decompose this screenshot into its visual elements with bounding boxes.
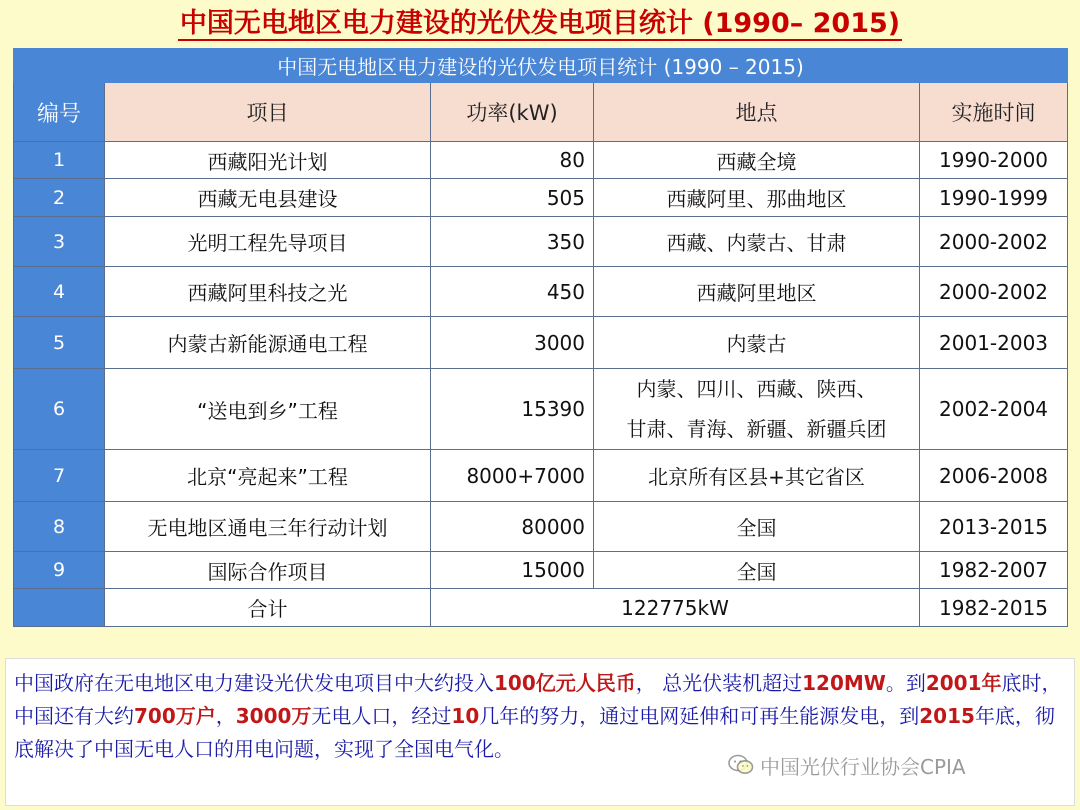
- row-power: 450: [431, 267, 594, 317]
- row-no: 1: [14, 142, 105, 179]
- note-text-segment: 年底，彻底解决了中国无电人口的用电问题，实现了全国电气化。: [14, 704, 1055, 761]
- row-location: [594, 369, 920, 450]
- note-highlight: 10: [451, 704, 480, 728]
- table-header-row: [14, 83, 1068, 142]
- row-location: 北京所有区县+其它省区: [594, 450, 920, 502]
- note-text-segment: 底时，中国还有大约: [14, 671, 1062, 728]
- row-power: 80000: [431, 502, 594, 552]
- table-row: [14, 450, 1068, 502]
- row-no: 5: [14, 317, 105, 369]
- row-no: 7: [14, 450, 105, 502]
- table-caption: 中国无电地区电力建设的光伏发电项目统计 (1990 – 2015): [14, 49, 1068, 83]
- note-text-segment: ，: [215, 704, 236, 728]
- project-table: [13, 48, 1068, 627]
- table-row: [14, 317, 1068, 369]
- row-project: 西藏阿里科技之光: [105, 267, 431, 317]
- row-location-line-2: 甘肃、青海、新疆、新疆兵团: [626, 417, 887, 441]
- row-location: 内蒙古: [594, 317, 920, 369]
- row-period: 2000-2002: [920, 267, 1068, 317]
- row-location: 西藏阿里地区: [594, 267, 920, 317]
- note-highlight: 120MW: [802, 671, 886, 695]
- header-location: 地点: [594, 83, 920, 142]
- table-row: [14, 142, 1068, 179]
- note-text-segment: 几年的努力，通过电网延伸和可再生能源发电，到: [479, 704, 920, 728]
- header-period: 实施时间: [920, 83, 1068, 142]
- note-highlight: 700万户: [134, 704, 216, 728]
- row-project: 国际合作项目: [105, 552, 431, 589]
- row-period: 1982-2007: [920, 552, 1068, 589]
- total-power: 122775kW: [431, 589, 920, 627]
- row-location-line-1: 内蒙、四川、西藏、陕西、: [636, 377, 877, 401]
- row-location: 西藏全境: [594, 142, 920, 179]
- total-label: 合计: [105, 589, 431, 627]
- row-project: 西藏阳光计划: [105, 142, 431, 179]
- table-total-row: [14, 589, 1068, 627]
- note-highlight: 2015: [919, 704, 975, 728]
- note-highlight: 100亿元人民币: [494, 671, 636, 695]
- row-location: 西藏阿里、那曲地区: [594, 179, 920, 217]
- note-text-segment: 中国政府在无电地区电力建设光伏发电项目中大约投入: [14, 671, 494, 695]
- table-row: [14, 369, 1068, 450]
- table-row: [14, 267, 1068, 317]
- watermark-text: 中国光伏行业协会CPIA: [760, 754, 966, 779]
- header-project: 项目: [105, 83, 431, 142]
- header-power: 功率(kW): [431, 83, 594, 142]
- row-project: 北京“亮起来”工程: [105, 450, 431, 502]
- table-caption-row: [14, 49, 1068, 83]
- row-power: 505: [431, 179, 594, 217]
- row-period: 2001-2003: [920, 317, 1068, 369]
- row-project: 无电地区通电三年行动计划: [105, 502, 431, 552]
- watermark: [728, 748, 1058, 782]
- row-no: 3: [14, 217, 105, 267]
- row-power: 15390: [431, 369, 594, 450]
- note-highlight: 3000万: [235, 704, 312, 728]
- row-power: 80: [431, 142, 594, 179]
- row-power: 350: [431, 217, 594, 267]
- row-period: 2000-2002: [920, 217, 1068, 267]
- row-period: 2006-2008: [920, 450, 1068, 502]
- wechat-icon: [728, 754, 754, 776]
- row-no: 2: [14, 179, 105, 217]
- total-period: 1982-2015: [920, 589, 1068, 627]
- note-text-segment: ， 总光伏装机超过: [635, 671, 803, 695]
- header-no: 编号: [14, 83, 105, 142]
- table-row: [14, 217, 1068, 267]
- note-text-segment: 无电人口，经过: [311, 704, 452, 728]
- page-title-text: 中国无电地区电力建设的光伏发电项目统计 (1990– 2015): [179, 8, 901, 39]
- row-location: 全国: [594, 502, 920, 552]
- row-project: “送电到乡”工程: [105, 369, 431, 450]
- table-row: [14, 179, 1068, 217]
- project-table-container: [13, 48, 1067, 627]
- row-period: 1990-2000: [920, 142, 1068, 179]
- note-text-segment: 。到: [885, 671, 926, 695]
- row-project: 光明工程先导项目: [105, 217, 431, 267]
- note-highlight: 2001年: [925, 671, 1002, 695]
- row-no: 8: [14, 502, 105, 552]
- total-blank-cell: [14, 589, 105, 627]
- row-no: 4: [14, 267, 105, 317]
- row-power: 8000+7000: [431, 450, 594, 502]
- row-period: 2013-2015: [920, 502, 1068, 552]
- row-no: 6: [14, 369, 105, 450]
- table-row: [14, 552, 1068, 589]
- summary-note-box: [5, 658, 1075, 806]
- row-power: 3000: [431, 317, 594, 369]
- row-period: 2002-2004: [920, 369, 1068, 450]
- row-location: 全国: [594, 552, 920, 589]
- row-power: 15000: [431, 552, 594, 589]
- row-period: 1990-1999: [920, 179, 1068, 217]
- row-location: 西藏、内蒙古、甘肃: [594, 217, 920, 267]
- row-project: 内蒙古新能源通电工程: [105, 317, 431, 369]
- table-row: [14, 502, 1068, 552]
- row-no: 9: [14, 552, 105, 589]
- row-project: 西藏无电县建设: [105, 179, 431, 217]
- page-title: [0, 6, 1080, 42]
